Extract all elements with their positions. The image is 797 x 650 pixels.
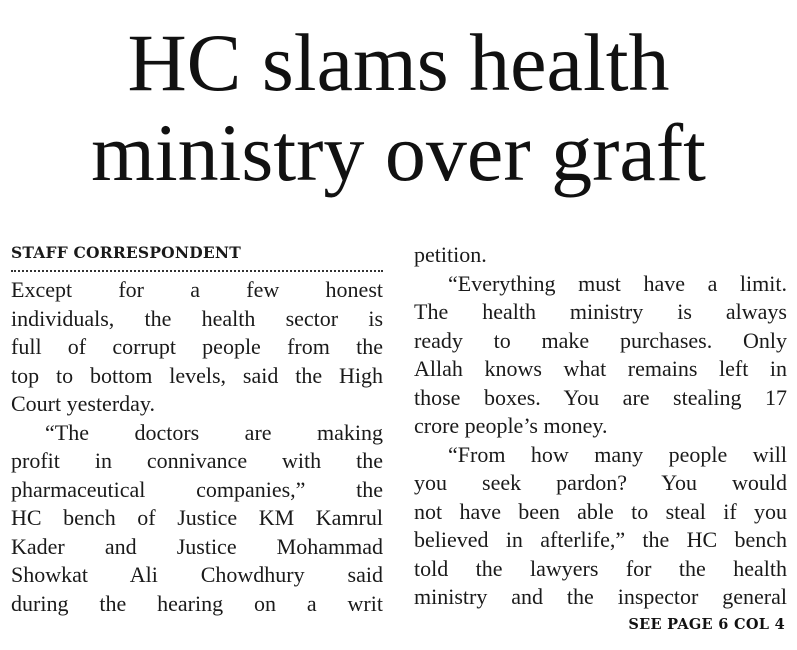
paragraph-2	[11, 419, 383, 619]
headline-line-1: HC slams health	[127, 17, 670, 108]
left-column	[11, 240, 383, 618]
text-line: “Everything must have a limit.	[448, 270, 787, 296]
headline	[0, 18, 797, 198]
text-line: you seek pardon? You would	[414, 470, 787, 495]
text-line: not have been able to steal if you	[414, 498, 787, 524]
text-line: Kader and Justice Mohammad	[11, 533, 383, 559]
text-line: believed in afterlife,” the HC bench	[414, 527, 787, 552]
text-line: top to bottom levels, said the High	[11, 362, 383, 388]
text-line: told the lawyers for the health	[414, 555, 787, 581]
text-line: Showkat Ali Chowdhury said	[11, 562, 383, 587]
paragraph-1	[11, 276, 383, 419]
paragraph-continued	[414, 241, 787, 270]
headline-line-2: ministry over graft	[91, 107, 706, 198]
byline: STAFF CORRESPONDENT	[11, 243, 242, 262]
text-line: individuals, the health sector is	[11, 305, 383, 331]
text-line: Court yesterday.	[11, 391, 155, 416]
text-line: those boxes. You are stealing 17	[414, 384, 787, 410]
text-line: The health ministry is always	[414, 299, 787, 324]
paragraph-3	[414, 270, 787, 441]
continuation-jump-line: SEE PAGE 6 COL 4	[628, 616, 785, 633]
text-line: petition.	[414, 242, 487, 267]
text-line: full of corrupt people from the	[11, 334, 383, 359]
text-line: ministry and the inspector general	[414, 584, 787, 609]
text-line: during the hearing on a writ	[11, 590, 383, 616]
text-line: “From how many people will	[448, 441, 787, 467]
right-column	[414, 241, 787, 612]
text-line: Except for a few honest	[11, 277, 383, 302]
text-line: profit in connivance with the	[11, 448, 383, 473]
text-line: “The doctors are making	[45, 419, 383, 445]
byline-divider	[11, 270, 383, 272]
text-line: pharmaceutical companies,” the	[11, 476, 383, 502]
text-line: crore people’s money.	[414, 413, 608, 438]
text-line: HC bench of Justice KM Kamrul	[11, 505, 383, 530]
paragraph-4	[414, 441, 787, 612]
text-line: ready to make purchases. Only	[414, 327, 787, 353]
text-line: Allah knows what remains left in	[414, 356, 787, 381]
